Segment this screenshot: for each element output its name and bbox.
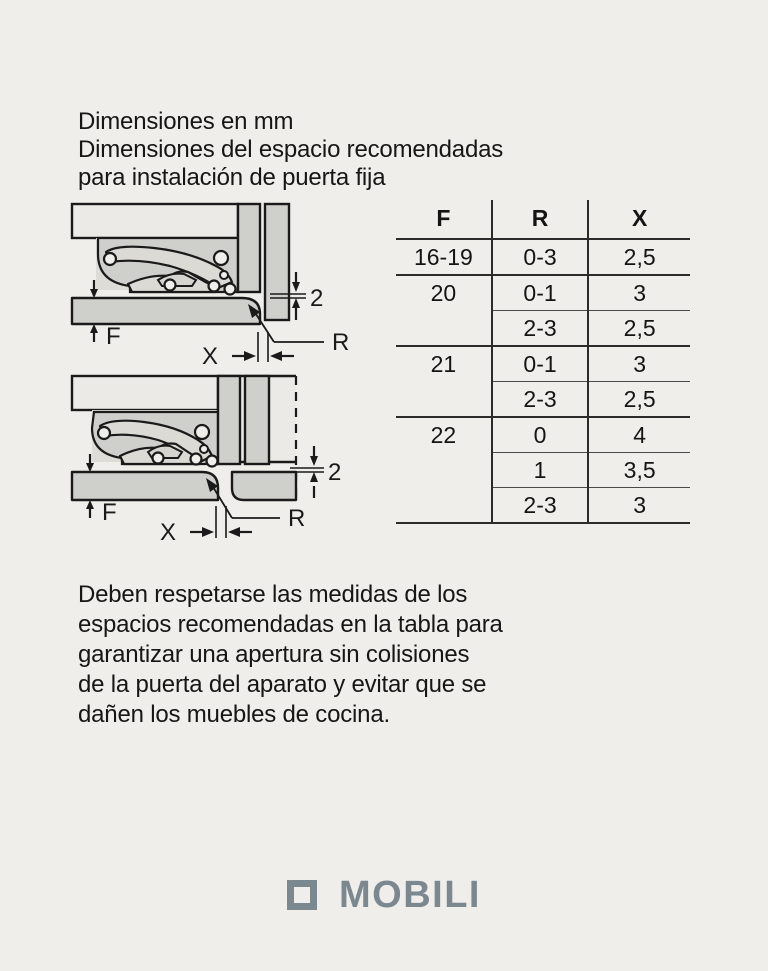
diagram-top-label-gap: 2 xyxy=(310,285,324,312)
heading-block xyxy=(78,108,678,192)
cell-r: 2-3 xyxy=(492,382,589,418)
body-line-4: de la puerta del aparato y evitar que se xyxy=(78,671,487,698)
cell-f xyxy=(396,311,492,347)
brand-logo xyxy=(0,876,768,914)
diagram-bottom-label-f: F xyxy=(102,499,117,526)
table-row xyxy=(396,275,690,311)
diagram-bottom-svg xyxy=(66,368,386,543)
diagram-top-label-r: R xyxy=(332,329,350,356)
table-row xyxy=(396,488,690,524)
cell-f: 22 xyxy=(396,417,492,453)
body-line-1: Deben respetarse las medidas de los xyxy=(78,581,468,608)
body-line-5: dañen los muebles de cocina. xyxy=(78,701,390,728)
body-line-3: garantizar una apertura sin colisiones xyxy=(78,641,470,668)
cell-f: 20 xyxy=(396,275,492,311)
cell-r: 0-1 xyxy=(492,275,589,311)
cell-f xyxy=(396,453,492,488)
heading-line-title-1: Dimensiones del espacio recomendadas xyxy=(78,136,504,163)
cell-r: 0-1 xyxy=(492,346,589,382)
cell-f: 21 xyxy=(396,346,492,382)
figure-area xyxy=(0,196,768,541)
cell-x: 3 xyxy=(588,346,690,382)
diagram-bottom-label-gap: 2 xyxy=(328,459,342,486)
cell-x: 3 xyxy=(588,488,690,524)
cell-r: 2-3 xyxy=(492,488,589,524)
diagram-fixed-door-top xyxy=(66,196,386,371)
table-row xyxy=(396,311,690,347)
cell-x: 3 xyxy=(588,275,690,311)
cell-r: 2-3 xyxy=(492,311,589,347)
diagram-bottom-label-r: R xyxy=(288,505,306,532)
cell-f: 16-19 xyxy=(396,239,492,275)
cell-r: 0 xyxy=(492,417,589,453)
brand-wordmark: MOBILI xyxy=(339,874,481,916)
table-row xyxy=(396,382,690,418)
cell-x: 2,5 xyxy=(588,311,690,347)
cell-f xyxy=(396,382,492,418)
heading-line-units: Dimensiones en mm xyxy=(78,108,294,135)
table-header-x: X xyxy=(588,200,690,239)
table-row xyxy=(396,346,690,382)
table-header-row xyxy=(396,200,690,239)
cell-x: 2,5 xyxy=(588,239,690,275)
cell-r: 1 xyxy=(492,453,589,488)
table-row xyxy=(396,239,690,275)
table-header-f: F xyxy=(436,204,451,231)
cell-f xyxy=(396,488,492,524)
diagram-top-label-x: X xyxy=(202,343,219,366)
cell-x: 3,5 xyxy=(588,453,690,488)
body-line-2: espacios recomendadas en la tabla para xyxy=(78,611,503,638)
cell-x: 2,5 xyxy=(588,382,690,418)
cell-r: 0-3 xyxy=(492,239,589,275)
diagram-top-label-f: F xyxy=(106,323,121,350)
diagram-bottom-label-x: X xyxy=(160,519,177,543)
dimension-table xyxy=(396,200,690,524)
body-paragraph xyxy=(78,580,678,730)
diagram-top-svg xyxy=(66,196,386,366)
square-outline-icon xyxy=(287,880,317,910)
diagram-fixed-door-bottom xyxy=(66,368,386,548)
cell-x: 4 xyxy=(588,417,690,453)
table-header-r: R xyxy=(492,200,589,239)
table-row xyxy=(396,417,690,453)
heading-line-title-2: para instalación de puerta fija xyxy=(78,164,386,191)
table-row xyxy=(396,453,690,488)
